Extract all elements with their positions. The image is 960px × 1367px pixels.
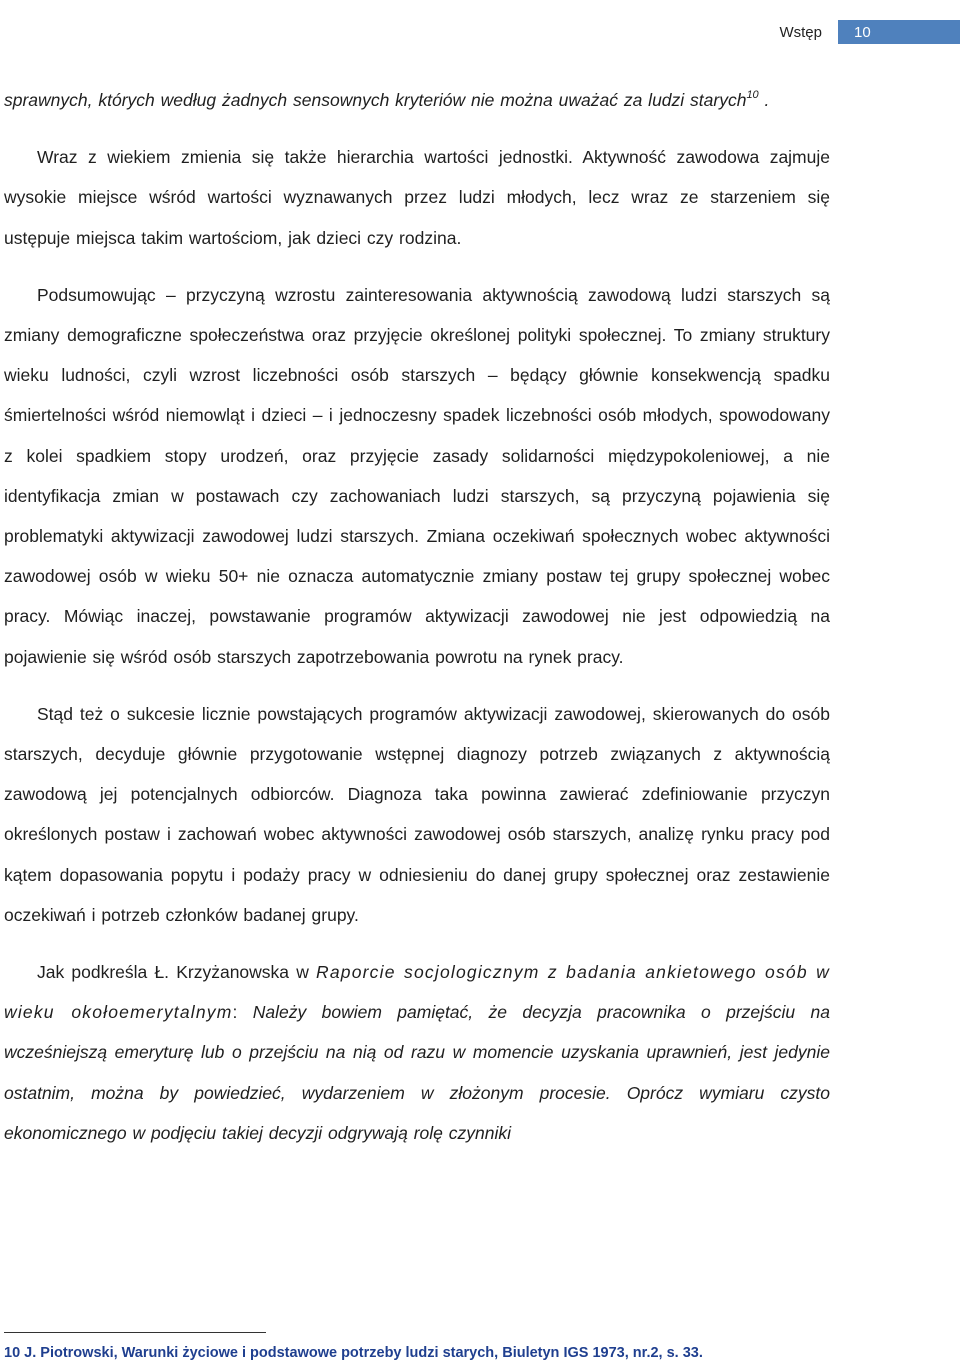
page-number: 10 xyxy=(838,20,960,44)
paragraph-summary: Podsumowując – przyczyną wzrostu zainteresowania aktywnością zawodową ludzi starszych są zmiany demograficzne społeczeństwa oraz przyjęcie określonej polityki społecznej. To zmiany struktury wieku ludności, czyli wzrost liczebności osób starszych – będący głównie konsekwencją spadku śmiertelności wśród niemowląt i dzieci – i jednoczesny spadek liczebności osób młodych, spowodowany z kolei spadkiem stopy urodzeń, oraz przyjęcie zasady solidarności międzypokoleniowej, a nie identyfikacja zmian w postawach czy zachowaniach ludzi starszych, są przyczyną pojawienia się problematyki aktywizacji zawodowej ludzi starszych. Zmiana oczekiwań społecznych wobec aktywności zawodowej osób w wieku 50+ nie oznacza automatycznie zmiany postaw tej grupy społecznej wobec pracy. Mówiąc inaczej, powstawanie programów aktywizacji zawodowej nie jest odpowiedzią na pojawienie się wśród osób starszych zapotrzebowania powrotu na rynek pracy. xyxy=(4,284,830,667)
paragraph-values: Wraz z wiekiem zmienia się także hierarchia wartości jednostki. Aktywność zawodowa zajmuje wysokie miejsce wśród wartości wyznawanych przez ludzi młodych, lecz wraz ze starzeniem się ustępuje miejsca takim wartościom, jak dzieci czy rodzina. xyxy=(4,147,830,248)
footnote-separator xyxy=(4,1332,266,1333)
paragraph-continuation xyxy=(4,80,830,120)
paragraph-end: . xyxy=(758,90,770,110)
footnote-reference[interactable]: 10 xyxy=(746,89,759,101)
document-body xyxy=(4,80,830,1153)
quote-lead: Jak podkreśla Ł. Krzyżanowska w xyxy=(37,962,317,983)
quote-colon: : xyxy=(232,1002,253,1023)
quotation-text: Należy bowiem pamiętać, że decyzja pracownika o przejściu na wcześniejszą emeryturę lub o przejściu na nią od razu w momencie uzyskania uprawnień, jest jedynie ostatnim, można by powiedzieć, wydarzeniem w złożonym procesie. Oprócz wymiaru czysto ekonomicznego w podjęciu takiej decyzji odgrywają rolę czynniki xyxy=(4,1002,830,1143)
report-title: Raporcie socjologicznym z badania ankietowego osób w wieku okołoemerytalnym xyxy=(4,962,830,1023)
paragraph-programs: Stąd też o sukcesie licznie powstających programów aktywizacji zawodowej, skierowanych do osób starszych, decyduje głównie przygotowanie wstępnej diagnozy potrzeb związanych z aktywnością zawodową jej potencjalnych odbiorców. Diagnoza taka powinna zawierać zdefiniowanie przyczyn określonych postaw i zachowań wobec aktywności zawodowej osób starszych, analizę rynku pracy pod kątem dopasowania popytu i podaży pracy w odniesieniu do danej grupy społecznej oraz zestawienie oczekiwań i potrzeb członków badanej grupy. xyxy=(4,703,830,925)
paragraph-quote xyxy=(4,952,830,1153)
page-header xyxy=(779,20,960,44)
paragraph-text: sprawnych, których według żadnych sensownych kryteriów nie można uważać za ludzi starych xyxy=(4,90,747,110)
footnote: 10 J. Piotrowski, Warunki życiowe i podstawowe potrzeby ludzi starych, Biuletyn IGS 1973, nr.2, s. 33. xyxy=(4,1345,703,1361)
section-title: Wstęp xyxy=(779,23,822,41)
